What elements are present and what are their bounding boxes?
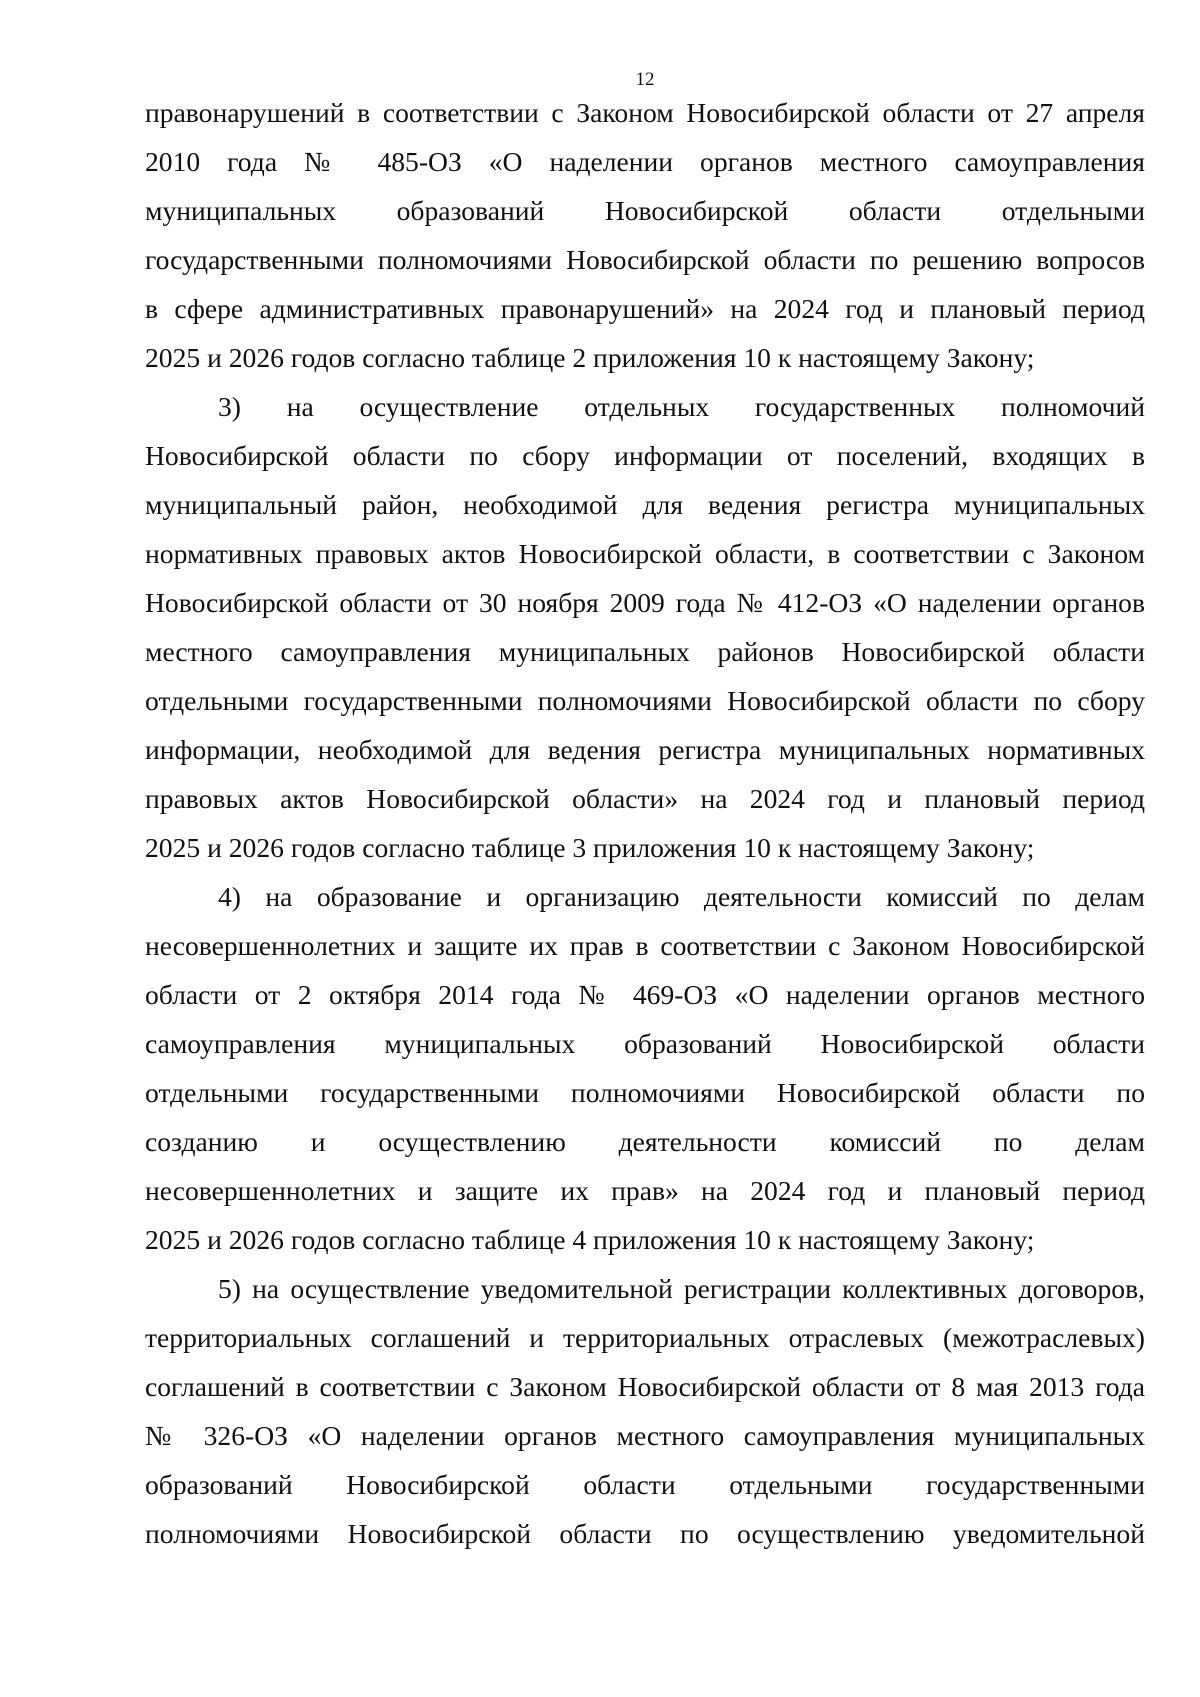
paragraph-continuation bbox=[145, 88, 1145, 382]
text-line: отдельными государственными полномочиями Новосибирской области по bbox=[145, 1077, 1145, 1108]
text-line: государственными полномочиями Новосибирской области по решению вопросов bbox=[145, 244, 1145, 275]
text-line: самоуправления муниципальных образований Новосибирской области bbox=[145, 1028, 1145, 1059]
text-line: полномочиями Новосибирской области по осуществлению уведомительной bbox=[145, 1518, 1145, 1549]
text-line: области от 2 октября 2014 года № 469-ОЗ «О наделении органов местного bbox=[145, 979, 1145, 1010]
text-line: правонарушений в соответствии с Законом Новосибирской области от 27 апреля bbox=[145, 97, 1145, 128]
text-line: 3) на осуществление отдельных государственных полномочий bbox=[218, 391, 1145, 422]
text-line: № 326-ОЗ «О наделении органов местного самоуправления муниципальных bbox=[145, 1420, 1145, 1451]
text-line: информации, необходимой для ведения регистра муниципальных нормативных bbox=[145, 734, 1145, 765]
text-line: 2025 и 2026 годов согласно таблице 4 приложения 10 к настоящему Закону; bbox=[145, 1224, 1035, 1255]
text-line: в сфере административных правонарушений» на 2024 год и плановый период bbox=[145, 293, 1145, 324]
paragraph-item-3 bbox=[145, 382, 1145, 872]
text-line: отдельными государственными полномочиями Новосибирской области по сбору bbox=[145, 685, 1145, 716]
text-line: 2025 и 2026 годов согласно таблице 2 приложения 10 к настоящему Закону; bbox=[145, 342, 1035, 373]
page-number: 12 bbox=[635, 69, 655, 90]
text-line: образований Новосибирской области отдельными государственными bbox=[145, 1469, 1145, 1500]
document-body bbox=[145, 88, 1145, 1558]
text-line: местного самоуправления муниципальных районов Новосибирской области bbox=[145, 636, 1145, 667]
text-line: 4) на образование и организацию деятельности комиссий по делам bbox=[218, 881, 1145, 912]
text-line: созданию и осуществлению деятельности комиссий по делам bbox=[145, 1126, 1145, 1157]
text-line: Новосибирской области от 30 ноября 2009 года № 412-ОЗ «О наделении органов bbox=[145, 587, 1145, 618]
text-line: нормативных правовых актов Новосибирской области, в соответствии с Законом bbox=[145, 538, 1145, 569]
text-line: 2025 и 2026 годов согласно таблице 3 приложения 10 к настоящему Закону; bbox=[145, 832, 1035, 863]
text-line: соглашений в соответствии с Законом Новосибирской области от 8 мая 2013 года bbox=[145, 1371, 1145, 1402]
text-line: 2010 года № 485-ОЗ «О наделении органов местного самоуправления bbox=[145, 146, 1145, 177]
paragraph-item-4 bbox=[145, 872, 1145, 1264]
text-line: 5) на осуществление уведомительной регистрации коллективных договоров, bbox=[218, 1273, 1145, 1304]
text-line: несовершеннолетних и защите их прав в соответствии с Законом Новосибирской bbox=[145, 930, 1145, 961]
text-line: Новосибирской области по сбору информации от поселений, входящих в bbox=[145, 440, 1145, 471]
text-line: муниципальный район, необходимой для ведения регистра муниципальных bbox=[145, 489, 1145, 520]
paragraph-item-5 bbox=[145, 1264, 1145, 1558]
text-line: муниципальных образований Новосибирской области отдельными bbox=[145, 195, 1145, 226]
text-line: несовершеннолетних и защите их прав» на 2024 год и плановый период bbox=[145, 1175, 1145, 1206]
text-line: территориальных соглашений и территориальных отраслевых (межотраслевых) bbox=[145, 1322, 1145, 1353]
text-line: правовых актов Новосибирской области» на 2024 год и плановый период bbox=[145, 783, 1145, 814]
